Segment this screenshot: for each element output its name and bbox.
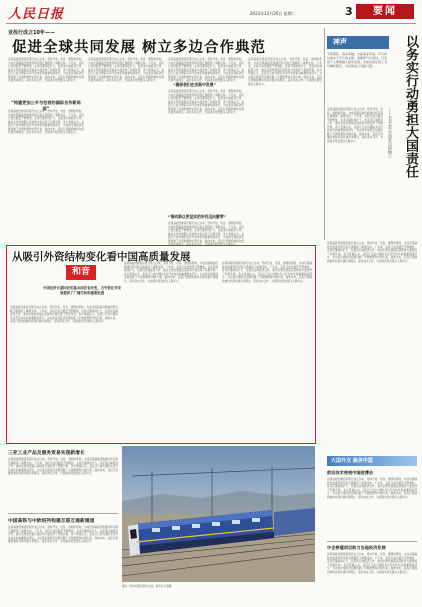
photo-caption: 图为一列中欧班列驶出车站。新华社记者摄 [122,585,172,588]
train-photo [122,446,315,582]
bottom-left-title-1: 三亚工业产品及服务贸易实现新增长 [8,451,85,456]
commentary-lead: 中国经济长期向好的基本面没有改变，为外资在华发展提供了广阔空间和重要机遇 [43,286,121,295]
lead-subhead-1: “构建更加公平与包容的国际合作新局面” [11,100,81,111]
bottom-left-divider [8,513,118,514]
lead-body-col-1a: 亚洲基础设施投资银行成立以来，坚持开放、包容、透明的原则，为成员国基础设施建设和互联互通提供了重要支持。十年来，亚投行成员数量不断增加，业务范围持续扩大，在促进区域经济合作、推动全球发展倡议落地等方面发挥了积极作用。各方普遍认为，亚投行已成为国际多边开发体系的重要组成部分，为完善全球经济治理贡献了中国智慧和中国方案。面向未来，亚投行将继续秉持共商共建共享理念，深化务实合作，为各国共同发展注入新动力。 [8,58,84,82]
shensheng-label: 神声 [327,36,389,49]
lead-body-col-3b: 亚洲基础设施投资银行成立以来，坚持开放、包容、透明的原则，为成员国基础设施建设和互联互通提供了重要支持。十年来，亚投行成员数量不断增加，业务范围持续扩大，在促进区域经济合作、推动全球发展倡议落地等方面发挥了积极作用。各方普遍认为，亚投行已成为国际多边开发体系的重要组成部分，为完善全球经济治理贡献了中国智慧和中国方案。面向未来，亚投行将继续秉持共商共建共享理念，深化务实合作，为各国共同发展注入新动力。 [168,90,244,114]
header-divider [6,23,416,24]
lead-subhead-2: “确保我们在实践中发展” [173,82,216,87]
lead-subhead-3: “推动新以更坚实的步伐迈向繁荣” [168,214,227,219]
section-label: 要闻 [356,4,414,19]
masthead [8,6,64,22]
lead-body-col-1b: 亚洲基础设施投资银行成立以来，坚持开放、包容、透明的原则，为成员国基础设施建设和互联互通提供了重要支持。十年来，亚投行成员数量不断增加，业务范围持续扩大，在促进区域经济合作、推动全球发展倡议落地等方面发挥了积极作用。各方普遍认为，亚投行已成为国际多边开发体系的重要组成部分，为完善全球经济治理贡献了中国智慧和中国方案。面向未来，亚投行将继续秉持共商共建共享理念，深化务实合作，为各国共同发展注入新动力。 [8,110,84,134]
bottom-left-body-1: 亚洲基础设施投资银行成立以来，坚持开放、包容、透明的原则，为成员国基础设施建设和互联互通提供了重要支持。十年来，亚投行成员数量不断增加，业务范围持续扩大，在促进区域经济合作、推动全球发展倡议落地等方面发挥了积极作用。各方普遍认为，亚投行已成为国际多边开发体系的重要组成部分，为完善全球经济治理贡献了中国智慧和中国方案。面向未来，亚投行将继续秉持共商共建共享理念，深化务实合作，为各国共同发展注入新动力。 [8,458,118,475]
right-bottom-body-2: 亚洲基础设施投资银行成立以来，坚持开放、包容、透明的原则，为成员国基础设施建设和互联互通提供了重要支持。十年来，亚投行成员数量不断增加，业务范围持续扩大，在促进区域经济合作、推动全球发展倡议落地等方面发挥了积极作用。各方普遍认为，亚投行已成为国际多边开发体系的重要组成部分，为完善全球经济治理贡献了中国智慧和中国方案。面向未来，亚投行将继续秉持共商共建共享理念，深化务实合作，为各国共同发展注入新动力。 [327,553,417,574]
page-number: 3 [345,5,353,18]
lead-kicker: 亚投行成立10年—— [8,30,55,36]
vertical-subtitle: ——2023年中国外交回顾① [388,108,393,159]
bottom-left-body-2: 亚洲基础设施投资银行成立以来，坚持开放、包容、透明的原则，为成员国基础设施建设和互联互通提供了重要支持。十年来，亚投行成员数量不断增加，业务范围持续扩大，在促进区域经济合作、推动全球发展倡议落地等方面发挥了积极作用。各方普遍认为，亚投行已成为国际多边开发体系的重要组成部分，为完善全球经济治理贡献了中国智慧和中国方案。面向未来，亚投行将继续秉持共商共建共享理念，深化务实合作，为各国共同发展注入新动力。 [8,526,118,543]
column-divider [324,28,325,240]
vertical-headline: 以务实行动勇担大国责任 [403,35,418,178]
right-bottom-divider [327,541,417,542]
right-bottom-title-1: 前沿技术亮相中国进博会 [327,470,374,475]
commentary-body-col-1: 亚洲基础设施投资银行成立以来，坚持开放、包容、透明的原则，为成员国基础设施建设和互联互通提供了重要支持。十年来，亚投行成员数量不断增加，业务范围持续扩大，在促进区域经济合作、推动全球发展倡议落地等方面发挥了积极作用。各方普遍认为，亚投行已成为国际多边开发体系的重要组成部分，为完善全球经济治理贡献了中国智慧和中国方案。面向未来，亚投行将继续秉持共商共建共享理念，深化务实合作，为各国共同发展注入新动力。 [10,306,118,323]
right-bottom-body-1: 亚洲基础设施投资银行成立以来，坚持开放、包容、透明的原则，为成员国基础设施建设和互联互通提供了重要支持。十年来，亚投行成员数量不断增加，业务范围持续扩大，在促进区域经济合作、推动全球发展倡议落地等方面发挥了积极作用。各方普遍认为，亚投行已成为国际多边开发体系的重要组成部分，为完善全球经济治理贡献了中国智慧和中国方案。面向未来，亚投行将继续秉持共商共建共享理念，深化务实合作，为各国共同发展注入新动力。 [327,478,417,499]
feature-strip: 大国外交 最美中国 [327,456,417,466]
lead-body-col-2: 亚洲基础设施投资银行成立以来，坚持开放、包容、透明的原则，为成员国基础设施建设和互联互通提供了重要支持。十年来，亚投行成员数量不断增加，业务范围持续扩大，在促进区域经济合作、推动全球发展倡议落地等方面发挥了积极作用。各方普遍认为，亚投行已成为国际多边开发体系的重要组成部分，为完善全球经济治理贡献了中国智慧和中国方案。面向未来，亚投行将继续秉持共商共建共享理念，深化务实合作，为各国共同发展注入新动力。 [88,58,164,82]
issue-date: 2023年12月26日 星期二 [250,11,296,16]
commentary-body-col-2: 亚洲基础设施投资银行成立以来，坚持开放、包容、透明的原则，为成员国基础设施建设和互联互通提供了重要支持。十年来，亚投行成员数量不断增加，业务范围持续扩大，在促进区域经济合作、推动全球发展倡议落地等方面发挥了积极作用。各方普遍认为，亚投行已成为国际多边开发体系的重要组成部分，为完善全球经济治理贡献了中国智慧和中国方案。面向未来，亚投行将继续秉持共商共建共享理念，深化务实合作，为各国共同发展注入新动力。 [124,262,218,283]
lead-body-col-3a: 亚洲基础设施投资银行成立以来，坚持开放、包容、透明的原则，为成员国基础设施建设和互联互通提供了重要支持。十年来，亚投行成员数量不断增加，业务范围持续扩大，在促进区域经济合作、推动全球发展倡议落地等方面发挥了积极作用。各方普遍认为，亚投行已成为国际多边开发体系的重要组成部分，为完善全球经济治理贡献了中国智慧和中国方案。面向未来，亚投行将继续秉持共商共建共享理念，深化务实合作，为各国共同发展注入新动力。 [168,58,244,82]
right-body-col-1: 亚洲基础设施投资银行成立以来，坚持开放、包容、透明的原则，为成员国基础设施建设和互联互通提供了重要支持。十年来，亚投行成员数量不断增加，业务范围持续扩大，在促进区域经济合作、推动全球发展倡议落地等方面发挥了积极作用。各方普遍认为，亚投行已成为国际多边开发体系的重要组成部分，为完善全球经济治理贡献了中国智慧和中国方案。面向未来，亚投行将继续秉持共商共建共享理念，深化务实合作，为各国共同发展注入新动力。 [327,108,383,143]
lead-body-col-4: 亚洲基础设施投资银行成立以来，坚持开放、包容、透明的原则，为成员国基础设施建设和互联互通提供了重要支持。十年来，亚投行成员数量不断增加，业务范围持续扩大，在促进区域经济合作、推动全球发展倡议落地等方面发挥了积极作用。各方普遍认为，亚投行已成为国际多边开发体系的重要组成部分，为完善全球经济治理贡献了中国智慧和中国方案。面向未来，亚投行将继续秉持共商共建共享理念，深化务实合作，为各国共同发展注入新动力。 [248,58,322,86]
right-body-col-2: 亚洲基础设施投资银行成立以来，坚持开放、包容、透明的原则，为成员国基础设施建设和互联互通提供了重要支持。十年来，亚投行成员数量不断增加，业务范围持续扩大，在促进区域经济合作、推动全球发展倡议落地等方面发挥了积极作用。各方普遍认为，亚投行已成为国际多边开发体系的重要组成部分，为完善全球经济治理贡献了中国智慧和中国方案。面向未来，亚投行将继续秉持共商共建共享理念，深化务实合作，为各国共同发展注入新动力。 [327,242,417,263]
commentary-badge: 和音 [66,265,96,280]
train-photo-image [122,446,315,582]
commentary-body-col-3: 亚洲基础设施投资银行成立以来，坚持开放、包容、透明的原则，为成员国基础设施建设和互联互通提供了重要支持。十年来，亚投行成员数量不断增加，业务范围持续扩大，在促进区域经济合作、推动全球发展倡议落地等方面发挥了积极作用。各方普遍认为，亚投行已成为国际多边开发体系的重要组成部分，为完善全球经济治理贡献了中国智慧和中国方案。面向未来，亚投行将继续秉持共商共建共享理念，深化务实合作，为各国共同发展注入新动力。 [222,262,312,283]
newspaper-logo: 人民日报 [8,7,65,22]
shensheng-text: 不辞艰险，追求卓越，方能事业有成。平凡岗位做出不平凡的业绩，需要勇气与坚持。只有把个人理想融入国家发展，才能在新征程上书写精彩篇章，为民族复兴贡献力量。 [327,52,388,68]
commentary-title: 从吸引外资结构变化看中国高质量发展 [12,251,191,263]
lead-headline: 促进全球共同发展 树立多边合作典范 [12,40,267,56]
right-bottom-title-2: 中企参建项目助力当地经济发展 [327,545,386,550]
lead-body-col-3c: 亚洲基础设施投资银行成立以来，坚持开放、包容、透明的原则，为成员国基础设施建设和互联互通提供了重要支持。十年来，亚投行成员数量不断增加，业务范围持续扩大，在促进区域经济合作、推动全球发展倡议落地等方面发挥了积极作用。各方普遍认为，亚投行已成为国际多边开发体系的重要组成部分，为完善全球经济治理贡献了中国智慧和中国方案。面向未来，亚投行将继续秉持共商共建共享理念，深化务实合作，为各国共同发展注入新动力。 [168,222,244,246]
bottom-left-title-2: 中国高铁与中欧班列构建互联互通新通道 [8,519,95,524]
